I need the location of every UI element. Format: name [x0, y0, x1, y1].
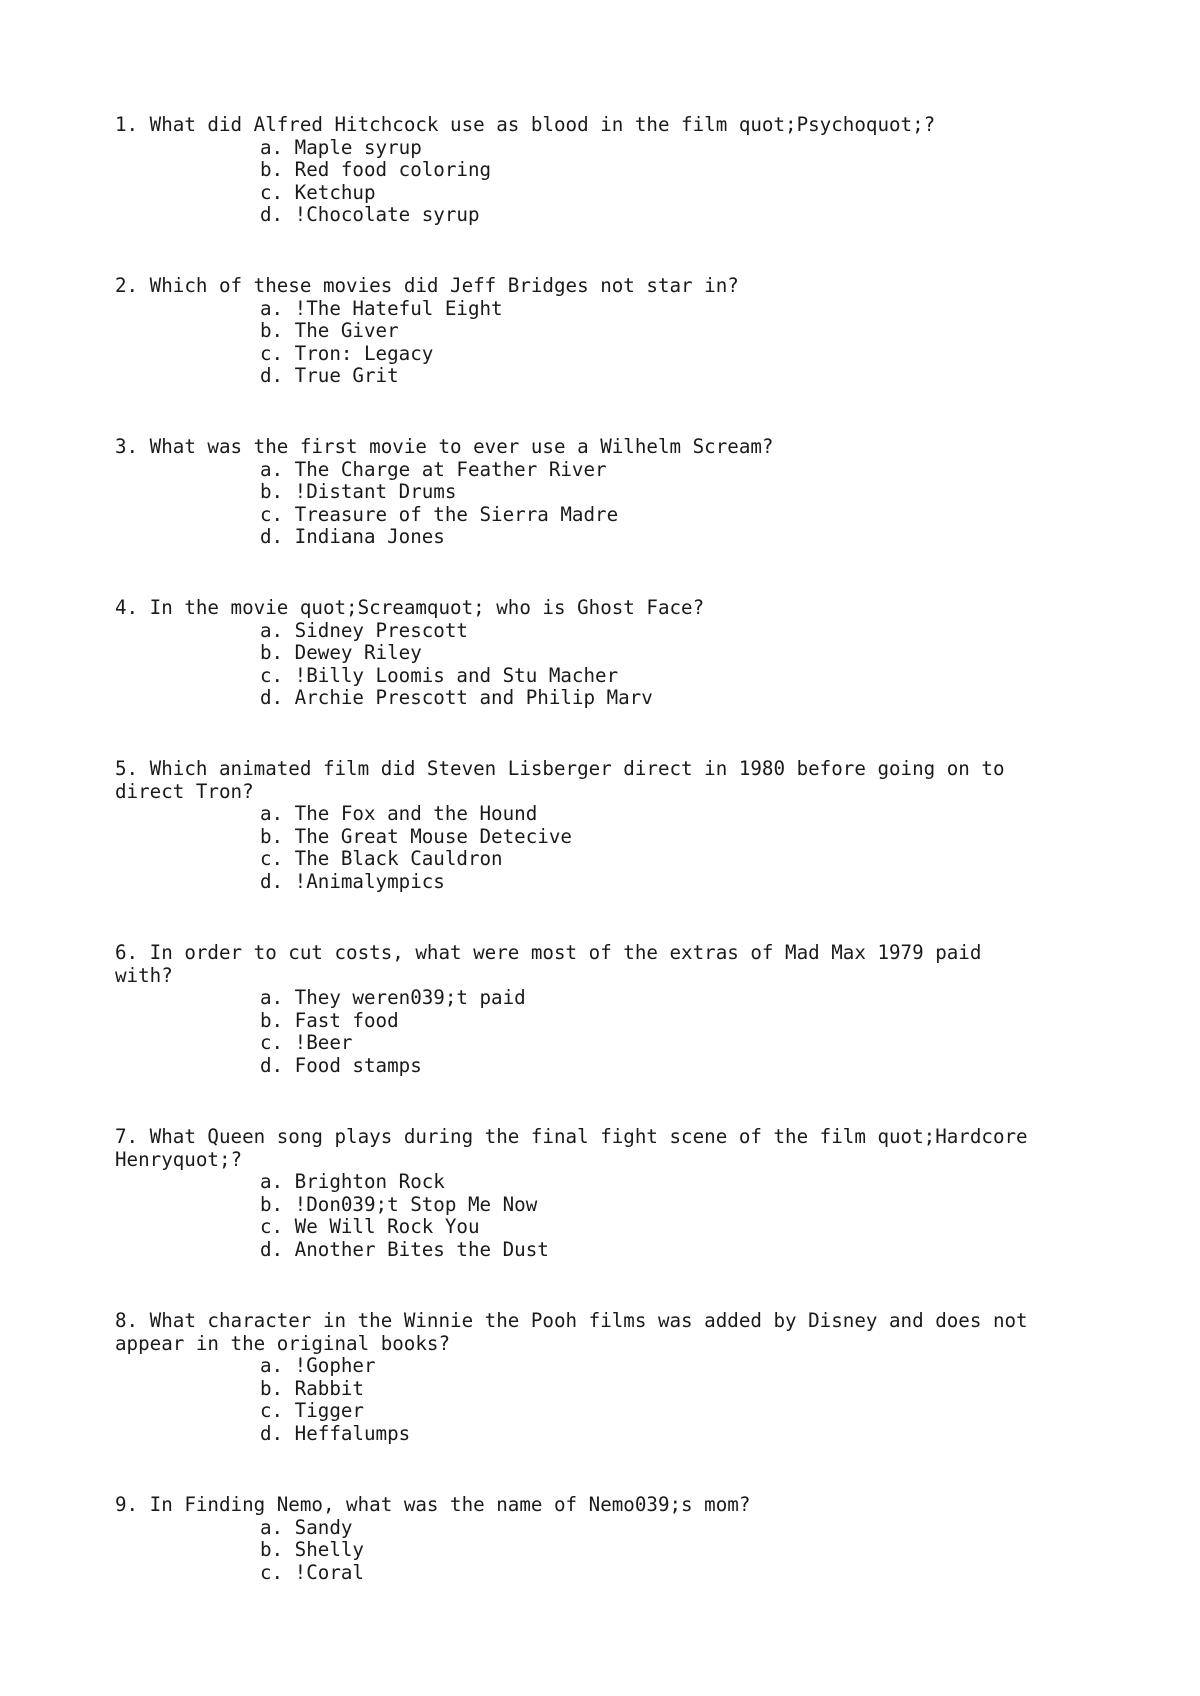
- answer-options: [115, 137, 1095, 227]
- option-b: b. Red food coloring: [260, 158, 492, 181]
- option-b: b. !Distant Drums: [260, 480, 457, 503]
- option-c: c. Tigger: [260, 1399, 364, 1422]
- option-c: c. Treasure of the Sierra Madre: [260, 502, 619, 526]
- answer-options: [115, 620, 1095, 710]
- question-text: 6. In order to cut costs, what were most of the extras of Mad Max 1979 paid with?: [115, 941, 982, 987]
- answer-options: [115, 1517, 1095, 1585]
- option-d: d. Food stamps: [260, 1053, 422, 1077]
- option-a: a. The Fox and the Hound: [260, 802, 538, 825]
- question-4: [115, 597, 1095, 710]
- question-text: 9. In Finding Nemo, what was the name of Nemo039;s mom?: [115, 1493, 751, 1516]
- option-b: b. !Don039;t Stop Me Now: [260, 1192, 538, 1216]
- option-c: c. Ketchup: [260, 180, 376, 204]
- question-text: 4. In the movie quot;Screamquot; who is Ghost Face?: [115, 596, 705, 619]
- answer-options: [115, 1355, 1095, 1445]
- option-b: b. Rabbit: [260, 1376, 364, 1400]
- option-a: a. Sidney Prescott: [260, 618, 468, 642]
- question-7: [115, 1126, 1095, 1261]
- option-c: c. !Billy Loomis and Stu Macher: [260, 663, 619, 687]
- option-c: c. The Black Cauldron: [260, 847, 503, 870]
- option-b: b. The Great Mouse Detecive: [260, 824, 572, 848]
- option-c: c. !Beer: [260, 1031, 353, 1054]
- option-a: a. Sandy: [260, 1515, 353, 1539]
- option-a: a. !The Hateful Eight: [260, 296, 503, 320]
- option-b: b. Fast food: [260, 1008, 399, 1032]
- answer-options: [115, 298, 1095, 388]
- option-a: a. They weren039;t paid: [260, 986, 526, 1009]
- question-9: [115, 1494, 1095, 1584]
- answer-options: [115, 459, 1095, 549]
- question-text: 2. Which of these movies did Jeff Bridges not star in?: [115, 274, 739, 297]
- question-text: 1. What did Alfred Hitchcock use as blood in the film quot;Psychoquot;?: [115, 113, 936, 136]
- option-d: d. Heffalumps: [260, 1421, 411, 1445]
- option-d: d. True Grit: [260, 364, 399, 387]
- option-a: a. !Gopher: [260, 1354, 376, 1377]
- option-d: d. !Animalympics: [260, 869, 445, 893]
- answer-options: [115, 803, 1095, 893]
- question-text: 3. What was the first movie to ever use a Wilhelm Scream?: [115, 435, 774, 458]
- option-d: d. Indiana Jones: [260, 525, 445, 548]
- question-3: [115, 436, 1095, 549]
- option-c: c. Tron: Legacy: [260, 341, 434, 365]
- question-1: [115, 114, 1095, 227]
- option-d: d. Another Bites the Dust: [260, 1237, 549, 1261]
- option-a: a. Brighton Rock: [260, 1170, 445, 1193]
- question-text: 8. What character in the Winnie the Pooh films was added by Disney and does not appear in the original books?: [115, 1309, 1028, 1355]
- answer-options: [115, 987, 1095, 1077]
- question-text: 5. Which animated film did Steven Lisberger direct in 1980 before going on to direct Tron?: [115, 757, 1005, 803]
- question-text: 7. What Queen song plays during the final fight scene of the film quot;Hardcore Henryquot;?: [115, 1125, 1028, 1171]
- option-d: d. !Chocolate syrup: [260, 203, 480, 226]
- option-a: a. The Charge at Feather River: [260, 457, 607, 481]
- question-5: [115, 758, 1095, 893]
- option-c: c. !Coral: [260, 1560, 364, 1584]
- question-2: [115, 275, 1095, 388]
- option-d: d. Archie Prescott and Philip Marv: [260, 686, 653, 709]
- option-b: b. The Giver: [260, 319, 399, 342]
- option-c: c. We Will Rock You: [260, 1215, 480, 1238]
- question-8: [115, 1310, 1095, 1445]
- option-b: b. Dewey Riley: [260, 641, 422, 664]
- option-a: a. Maple syrup: [260, 135, 422, 159]
- answer-options: [115, 1171, 1095, 1261]
- question-6: [115, 942, 1095, 1077]
- option-b: b. Shelly: [260, 1538, 364, 1561]
